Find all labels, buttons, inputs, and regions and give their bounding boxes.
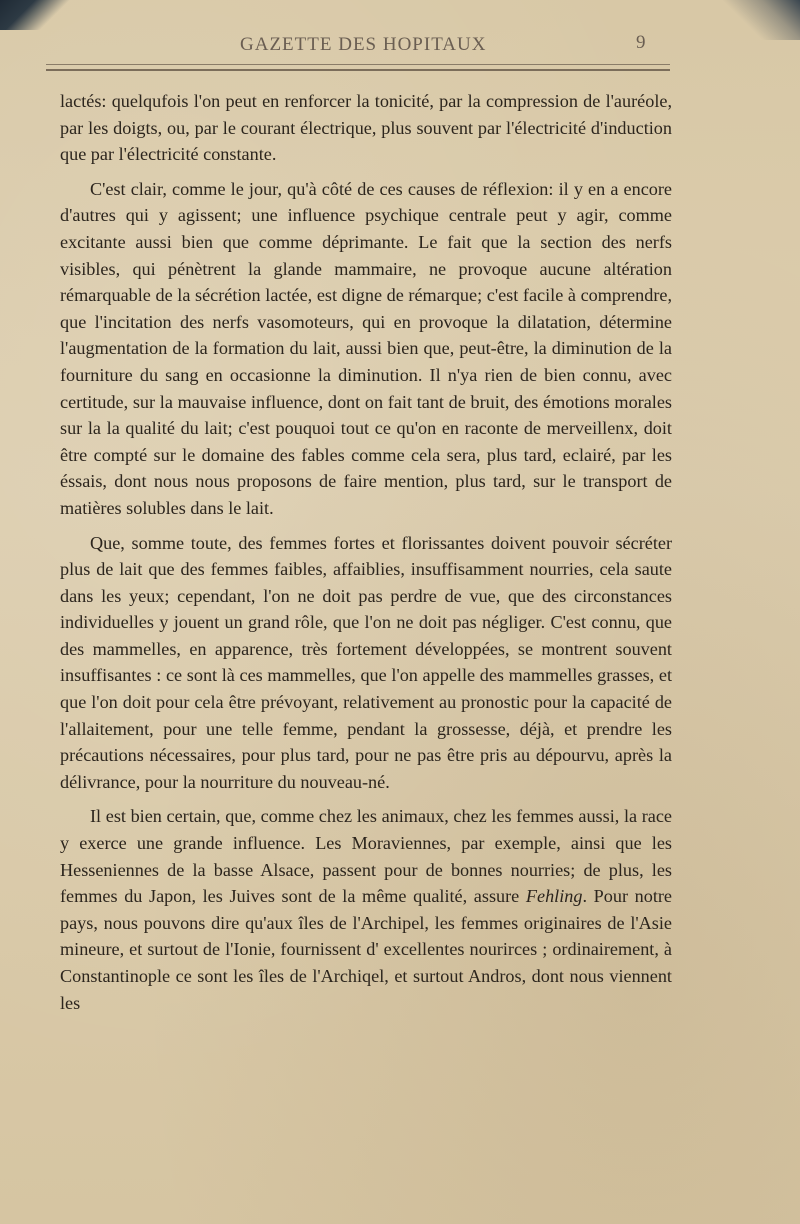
page-corner-shadow	[710, 0, 800, 40]
paragraph	[60, 803, 672, 1016]
author-name: Fehling	[525, 886, 583, 907]
page-number: 9	[636, 32, 646, 53]
paragraph: lactés: quelqufois l'on peut en renforcer la tonicité, par la compression de l'auréole, par les doigts, ou, par le courant électrique, plus souvent par l'électricité d'induction que par l'électricité constante.	[60, 91, 672, 165]
paragraph-text: Il est bien certain, que, comme chez les animaux, chez les femmes aussi, la race y exerce une grande influence. Les Moraviennes, par exemple, ainsi que les Hesseniennes de la basse Alsace, passent pour de bonnes nourries; de plus, les femmes du Japon, les Juives sont de la même qualité, assure	[60, 806, 672, 907]
paragraph: Que, somme toute, des femmes fortes et florissantes doivent pouvoir sécréter plus de lait que des femmes faibles, affaiblies, insuffisamment nourries, cela saute dans les yeux; cependant, l'on ne doit pas perdre de vue, que des circonstances individuelles y jouent un grand rôle, que l'on ne doit pas négliger. C'est connu, que des mammelles, en apparence, très fortement développées, se montrent souvent insuffisantes : ce sont là ces mammelles, que l'on appelle des mammelles grasses, et que l'on doit pour cela être prévoyant, relativement au pronostic pour la capacité de l'allaitement, pour une telle femme, pendant la grossesse, déjà, et prendre les précautions nécessaires, pour plus tard, pour ne pas être pris au dépourvu, après la délivrance, pour la nourriture du nouveau-né.	[60, 532, 672, 792]
header-rule	[46, 69, 670, 71]
paragraph-text: . Pour notre pays, nous pouvons dire qu'aux îles de l'Archipel, les femmes originaires de l'Asie mineure, et surtout de l'Ionie, fournissent d' excellentes nourirces ; ordinairement, à Constantinople ce sont les îles de l'Archiqel, et surtout Andros, dont nous viennent les	[60, 886, 673, 1013]
paragraph: C'est clair, comme le jour, qu'à côté de ces causes de réflexion: il y en a encore d'autres qui y agissent; une influence psychique centrale peut y agir, comme excitante aussi bien que comme déprimante. Le fait que la section des nerfs visibles, qui pénètrent la glande mammaire, ne provoque aucune altération rémarquable de la sécrétion lactée, est digne de rémarque; c'est facile à comprendre, que l'incitation des nerfs vasomoteurs, qui en provoque la dilatation, détermine l'augmentation de la formation du lait, aussi bien que, peut-être, la diminution de la fourniture du sang en occasionne la diminution. Il n'ya rien de bien connu, avec certitude, sur la mauvaise influence, dont on fait tant de bruit, des émotions morales sur la la qualité du lait; c'est pouquoi tout ce qu'on en raconte de merveillenx, doit être compté sur le domaine des fables comme cela sera, plus tard, eclairé, par les éssais, dont nous nous proposons de faire mention, plus tard, sur le transport de matières solubles dans le lait.	[60, 178, 672, 518]
header-rule	[46, 64, 670, 65]
article-body	[60, 88, 672, 1024]
running-title: GAZETTE DES HOPITAUX	[240, 34, 487, 55]
page-corner-shadow	[0, 0, 70, 30]
